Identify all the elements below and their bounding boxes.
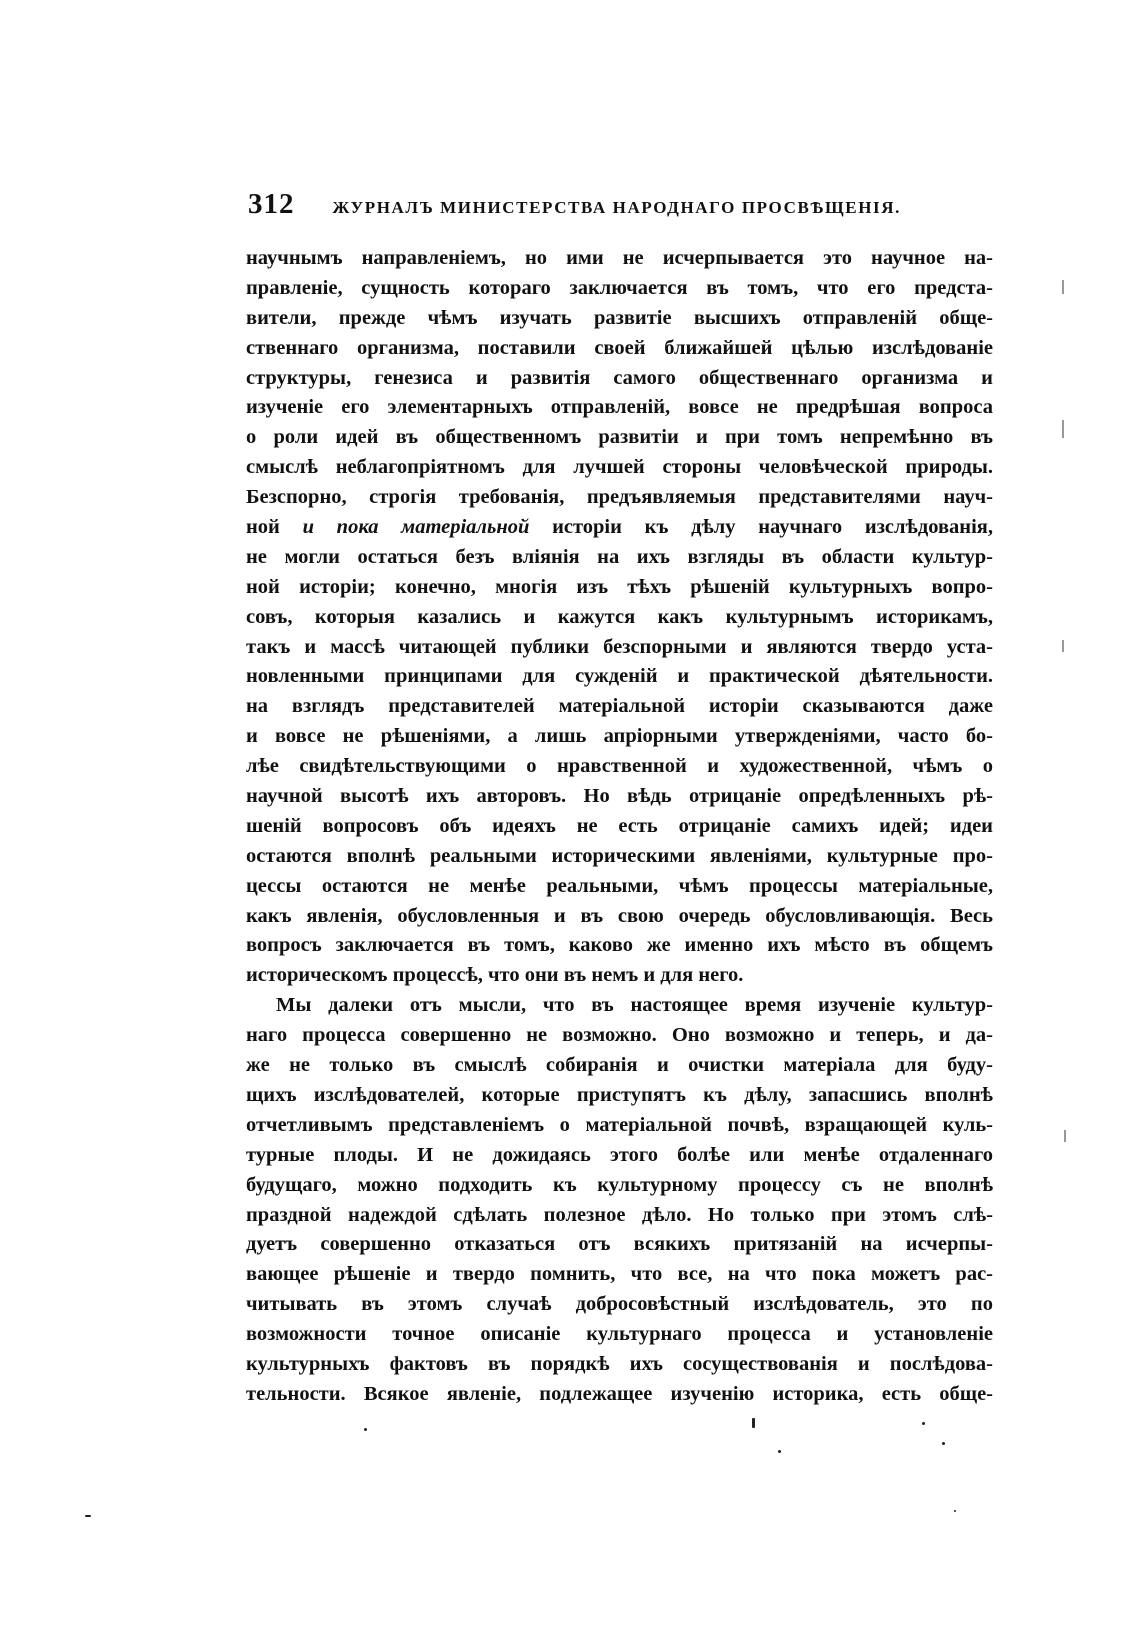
text-line: о роли идей въ общественномъ развитіи и при томъ непремѣнно въ [246, 426, 993, 449]
text-line: ной исторіи; конечно, многія изъ тѣхъ рѣшеній культурныхъ вопро- [246, 575, 993, 598]
text-run: исторіи къ дѣлу научнаго изслѣдованія, [529, 516, 993, 539]
scan-speck [364, 1428, 367, 1431]
text-line: научнымъ направленіемъ, но ими не исчерпывается это научное на- [246, 247, 993, 269]
text-line: будущаго, можно подходить къ культурному процессу съ не вполнѣ [246, 1173, 993, 1196]
scan-mark [1062, 420, 1064, 438]
text-line: шеній вопросовъ объ идеяхъ не есть отрицаніе самихъ идей; идеи [246, 814, 993, 837]
text-line: вающее рѣшеніе и твердо помнить, что все, на что пока можетъ рас- [246, 1263, 993, 1286]
text-line: отчетливымъ представленіемъ о матеріальной почвѣ, взращающей куль- [246, 1113, 993, 1136]
text-line: совъ, которыя казались и кажутся какъ культурнымъ историкамъ, [246, 605, 993, 628]
text-line: вители, прежде чѣмъ изучать развитіе высшихъ отправленій обще- [246, 306, 993, 329]
text-line: научной высотѣ ихъ авторовъ. Но вѣдь отрицаніе опредѣленныхъ рѣ- [246, 785, 993, 808]
page-header [248, 188, 988, 228]
text-line: дуетъ совершенно отказаться отъ всякихъ притязаній на исчерпы- [246, 1233, 993, 1256]
scan-mark [1062, 640, 1064, 652]
text-line: правленіе, сущность котораго заключается въ томъ, что его предста- [246, 276, 993, 299]
running-title: ЖУРНАЛЪ МИНИСТЕРСТВА НАРОДНАГО ПРОСВѢЩЕНІЯ. [332, 198, 901, 217]
text-line: новленными принципами для сужденій и практической дѣятельности. [246, 665, 993, 688]
text-line: турные плоды. И не дожидаясь этого болѣе или менѣе отдаленнаго [246, 1143, 993, 1166]
text-line: такъ и массѣ читающей публики безспорными и являются твердо уста- [246, 635, 993, 658]
text-line: цессы остаются не менѣе реальными, чѣмъ процессы матеріальные, [246, 874, 993, 897]
paragraph-first-line: Мы далеки отъ мысли, что въ настоящее время изученіе культур- [276, 994, 993, 1017]
body-text [246, 244, 993, 1410]
text-line: вопросъ заключается въ томъ, каково же именно ихъ мѣсто въ общемъ [246, 934, 993, 957]
scan-speck [954, 1510, 956, 1512]
text-line: тельности. Всякое явленіе, подлежащее изученію историка, есть обще- [246, 1382, 993, 1405]
scan-speck [942, 1442, 945, 1445]
scan-speck [85, 1515, 91, 1517]
text-line: ственнаго организма, поставили своей ближайшей цѣлью изслѣдованіе [246, 336, 993, 359]
italic-phrase: и пока матеріальной [302, 516, 530, 539]
text-line-with-italic [246, 513, 993, 543]
text-line: праздной надеждой сдѣлать полезное дѣло. Но только при этомъ слѣ- [246, 1203, 993, 1226]
scan-mark [1062, 280, 1064, 294]
text-line: остаются вполнѣ реальными историческими явленіями, культурные про- [246, 844, 993, 867]
scan-speck [778, 1450, 781, 1453]
text-line: и вовсе не рѣшеніями, а лишь апріорными утвержденіями, часто бо- [246, 725, 993, 748]
text-line: культурныхъ фактовъ въ порядкѣ ихъ сосуществованія и послѣдова- [246, 1352, 993, 1375]
text-line: изученіе его элементарныхъ отправленій, вовсе не предрѣшая вопроса [246, 396, 993, 419]
paragraph-last-line: историческомъ процессѣ, что они въ немъ и для него. [246, 964, 744, 987]
scan-mark [1064, 1130, 1066, 1142]
text-line: читывать въ этомъ случаѣ добросовѣстный изслѣдователь, это по [246, 1293, 993, 1316]
text-line: на взглядъ представителей матеріальной исторіи сказываются даже [246, 695, 993, 718]
page-number: 312 [248, 188, 295, 220]
text-line: не могли остаться безъ вліянія на ихъ взгляды въ области культур- [246, 545, 993, 568]
text-line: возможности точное описаніе культурнаго процесса и установленіе [246, 1323, 993, 1346]
text-line: смыслѣ неблагопріятномъ для лучшей стороны человѣческой природы. [246, 456, 993, 479]
text-run: ной [246, 516, 303, 539]
text-line: щихъ изслѣдователей, которые приступятъ къ дѣлу, запасшись вполнѣ [246, 1083, 993, 1106]
text-line: лѣе свидѣтельствующими о нравственной и художественной, чѣмъ о [246, 755, 993, 778]
text-line: структуры, генезиса и развитія самого общественнаго организма и [246, 366, 993, 389]
text-line: какъ явленія, обусловленныя и въ свою очередь обусловливающія. Весь [246, 904, 993, 927]
scan-speck [752, 1418, 755, 1428]
text-line: же не только въ смыслѣ собиранія и очистки матеріала для буду- [246, 1054, 993, 1077]
text-line: наго процесса совершенно не возможно. Оно возможно и теперь, и да- [246, 1024, 993, 1047]
scan-speck [922, 1422, 925, 1425]
text-line: Безспорно, строгія требованія, предъявляемыя представителями науч- [246, 486, 993, 509]
